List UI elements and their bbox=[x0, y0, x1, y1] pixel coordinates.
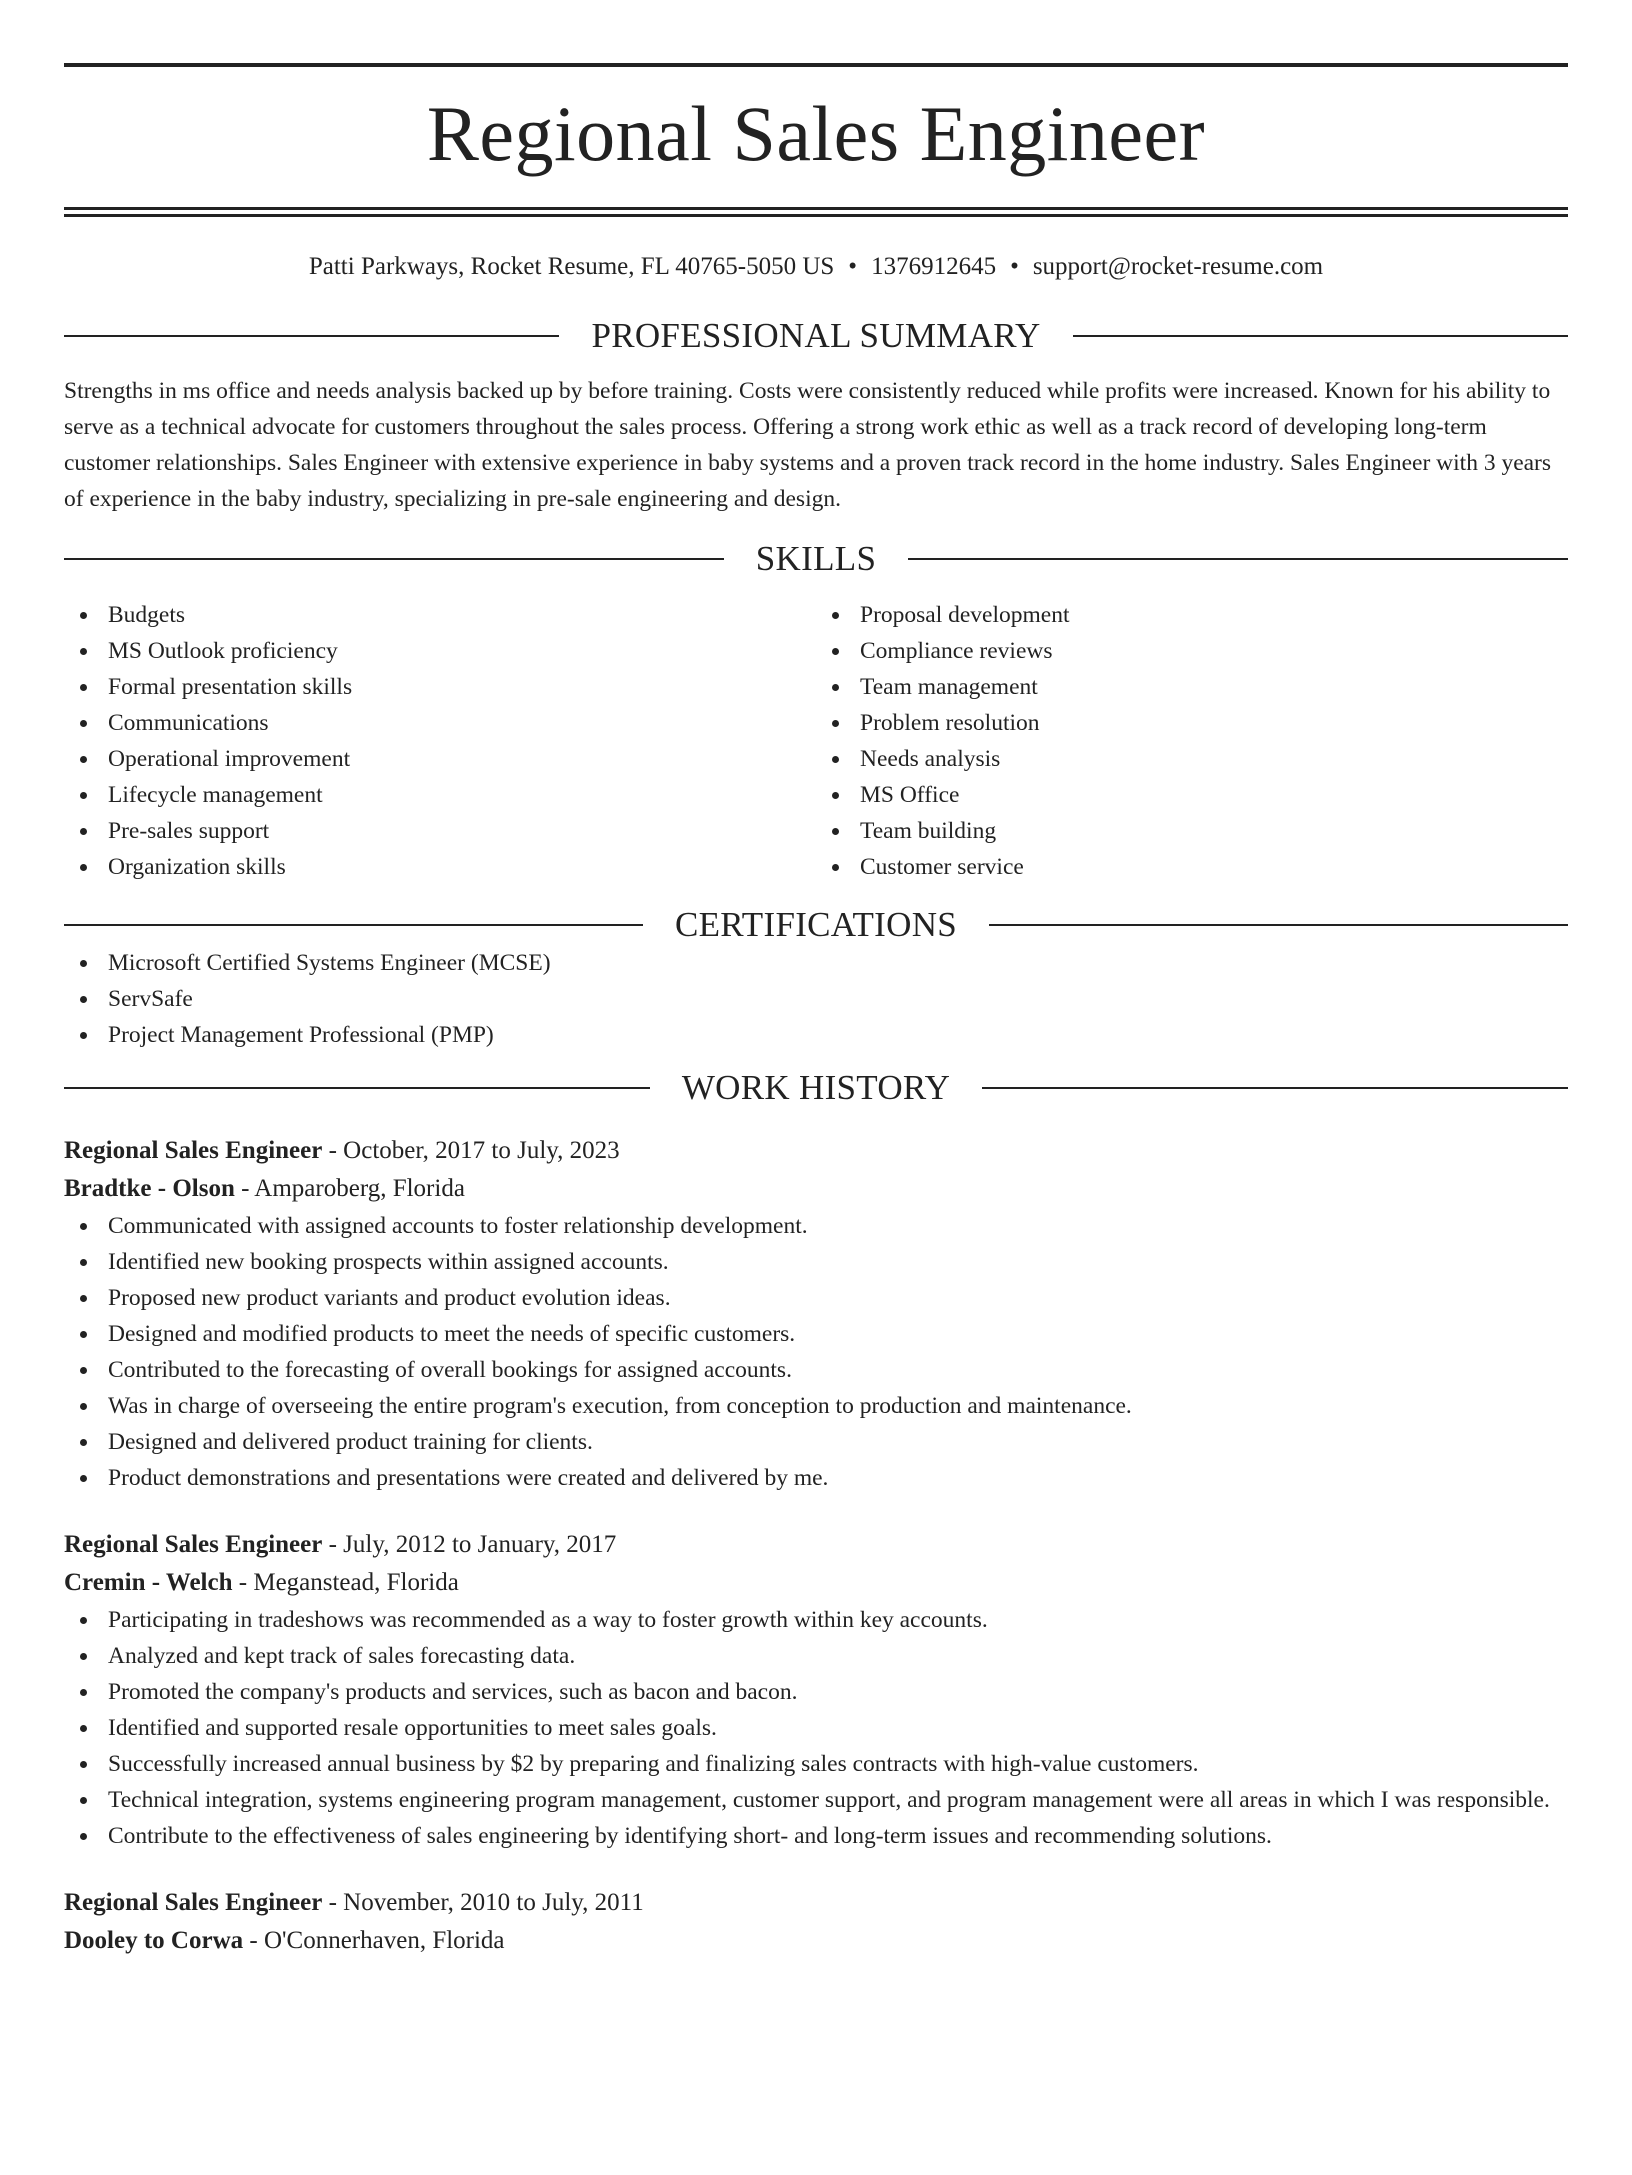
job-dates: - October, 2017 to July, 2023 bbox=[322, 1137, 620, 1164]
skill-item: Budgets bbox=[64, 597, 816, 633]
job-location: - Amparoberg, Florida bbox=[234, 1175, 465, 1202]
skill-item: Lifecycle management bbox=[64, 777, 816, 813]
skill-item: Organization skills bbox=[64, 849, 816, 885]
resume-page bbox=[0, 63, 1632, 2175]
job-company-line bbox=[64, 1564, 1568, 1602]
summary-text: Strengths in ms office and needs analysis backed up by before training. Costs were consistently reduced while profits were increased. Known for his ability to serve as a technical advocate for customers throughout the sales process. Offering a strong work ethic as well as a track record of developing long-term customer relationships. Sales Engineer with extensive experience in baby systems and a proven track record in the home industry. Sales Engineer with 3 years of experience in the baby industry, specializing in pre-sale engineering and design. bbox=[64, 378, 1552, 512]
job-duty-item: Contributed to the forecasting of overall bookings for assigned accounts. bbox=[64, 1352, 1568, 1388]
job-location: - Meganstead, Florida bbox=[232, 1569, 459, 1596]
skill-item: Team management bbox=[816, 669, 1568, 705]
certification-item: Microsoft Certified Systems Engineer (MCSE) bbox=[64, 945, 1568, 981]
job-title-line bbox=[64, 1132, 1568, 1170]
section-heading-work bbox=[64, 1068, 1568, 1108]
job-title: Regional Sales Engineer bbox=[64, 1889, 323, 1916]
job-title-line bbox=[64, 1884, 1568, 1922]
job-entry bbox=[64, 1132, 1568, 1496]
job-duty-item: Designed and modified products to meet the needs of specific customers. bbox=[64, 1316, 1568, 1352]
certifications-list bbox=[64, 945, 1568, 1053]
certification-item: Project Management Professional (PMP) bbox=[64, 1017, 1568, 1053]
heading-rule bbox=[64, 558, 724, 560]
skill-item: Customer service bbox=[816, 849, 1568, 885]
certification-item: ServSafe bbox=[64, 981, 1568, 1017]
section-title: SKILLS bbox=[755, 539, 877, 578]
skill-item: Proposal development bbox=[816, 597, 1568, 633]
job-duty-item: Communicated with assigned accounts to foster relationship development. bbox=[64, 1208, 1568, 1244]
heading-rule bbox=[982, 1087, 1568, 1089]
skill-item: MS Office bbox=[816, 777, 1568, 813]
job-duty-item: Designed and delivered product training for clients. bbox=[64, 1424, 1568, 1460]
job-company-line bbox=[64, 1922, 1568, 1960]
job-company-line bbox=[64, 1170, 1568, 1208]
job-duty-item: Promoted the company's products and services, such as bacon and bacon. bbox=[64, 1674, 1568, 1710]
heading-rule bbox=[64, 924, 643, 926]
skills-columns bbox=[64, 597, 1568, 885]
title-double-rule bbox=[64, 207, 1568, 217]
contact-email: support@rocket-resume.com bbox=[1032, 253, 1324, 280]
skills-list-right bbox=[816, 597, 1568, 885]
resume-title: Regional Sales Engineer bbox=[426, 90, 1206, 177]
job-entry bbox=[64, 1884, 1568, 1960]
job-duty-item: Identified and supported resale opportunities to meet sales goals. bbox=[64, 1710, 1568, 1746]
job-location: - O'Connerhaven, Florida bbox=[243, 1927, 505, 1954]
skill-item: Compliance reviews bbox=[816, 633, 1568, 669]
skills-list-left bbox=[64, 597, 816, 885]
section-heading-certifications bbox=[64, 905, 1568, 945]
section-heading-skills bbox=[64, 539, 1568, 579]
job-dates: - July, 2012 to January, 2017 bbox=[322, 1531, 617, 1558]
job-duty-item: Contribute to the effectiveness of sales engineering by identifying short- and long-term issues and recommending solutions. bbox=[64, 1818, 1568, 1854]
job-title-line bbox=[64, 1526, 1568, 1564]
job-duties-list bbox=[64, 1208, 1568, 1496]
job-duty-item: Was in charge of overseeing the entire program's execution, from conception to production and maintenance. bbox=[64, 1388, 1568, 1424]
job-duty-item: Proposed new product variants and product evolution ideas. bbox=[64, 1280, 1568, 1316]
section-title: WORK HISTORY bbox=[681, 1068, 951, 1107]
contact-phone: 1376912645 bbox=[871, 253, 997, 280]
heading-rule bbox=[908, 558, 1568, 560]
job-title: Regional Sales Engineer bbox=[64, 1531, 323, 1558]
skill-item: Team building bbox=[816, 813, 1568, 849]
skill-item: Operational improvement bbox=[64, 741, 816, 777]
heading-rule bbox=[64, 335, 559, 337]
heading-rule bbox=[1073, 335, 1568, 337]
skill-item: MS Outlook proficiency bbox=[64, 633, 816, 669]
skill-item: Problem resolution bbox=[816, 705, 1568, 741]
section-heading-summary bbox=[64, 316, 1568, 356]
job-duty-item: Technical integration, systems engineering program management, customer support, and program management were all areas in which I was responsible. bbox=[64, 1782, 1568, 1818]
skill-item: Formal presentation skills bbox=[64, 669, 816, 705]
work-history bbox=[64, 1132, 1568, 1960]
job-duty-item: Successfully increased annual business by $2 by preparing and finalizing sales contracts with high-value customers. bbox=[64, 1746, 1568, 1782]
job-entry bbox=[64, 1526, 1568, 1854]
heading-rule bbox=[64, 1087, 650, 1089]
skill-item: Pre-sales support bbox=[64, 813, 816, 849]
job-title: Regional Sales Engineer bbox=[64, 1137, 323, 1164]
section-title: CERTIFICATIONS bbox=[674, 905, 958, 944]
contact-separator: • bbox=[1010, 253, 1019, 280]
skill-item: Needs analysis bbox=[816, 741, 1568, 777]
job-duty-item: Analyzed and kept track of sales forecasting data. bbox=[64, 1638, 1568, 1674]
job-duty-item: Product demonstrations and presentations were created and delivered by me. bbox=[64, 1460, 1568, 1496]
contact-address: Patti Parkways, Rocket Resume, FL 40765-5050 US bbox=[308, 253, 835, 280]
job-duty-item: Identified new booking prospects within assigned accounts. bbox=[64, 1244, 1568, 1280]
job-duties-list bbox=[64, 1602, 1568, 1854]
job-dates: - November, 2010 to July, 2011 bbox=[322, 1889, 644, 1916]
contact-separator: • bbox=[848, 253, 858, 280]
top-rule bbox=[64, 63, 1568, 67]
heading-rule bbox=[989, 924, 1568, 926]
job-duty-item: Participating in tradeshows was recommended as a way to foster growth within key accounts. bbox=[64, 1602, 1568, 1638]
contact-line bbox=[64, 251, 1568, 283]
job-company: Bradtke - Olson bbox=[64, 1175, 235, 1202]
job-company: Dooley to Corwa bbox=[64, 1927, 244, 1954]
job-company: Cremin - Welch bbox=[64, 1569, 233, 1596]
section-title: PROFESSIONAL SUMMARY bbox=[591, 316, 1041, 355]
skill-item: Communications bbox=[64, 705, 816, 741]
